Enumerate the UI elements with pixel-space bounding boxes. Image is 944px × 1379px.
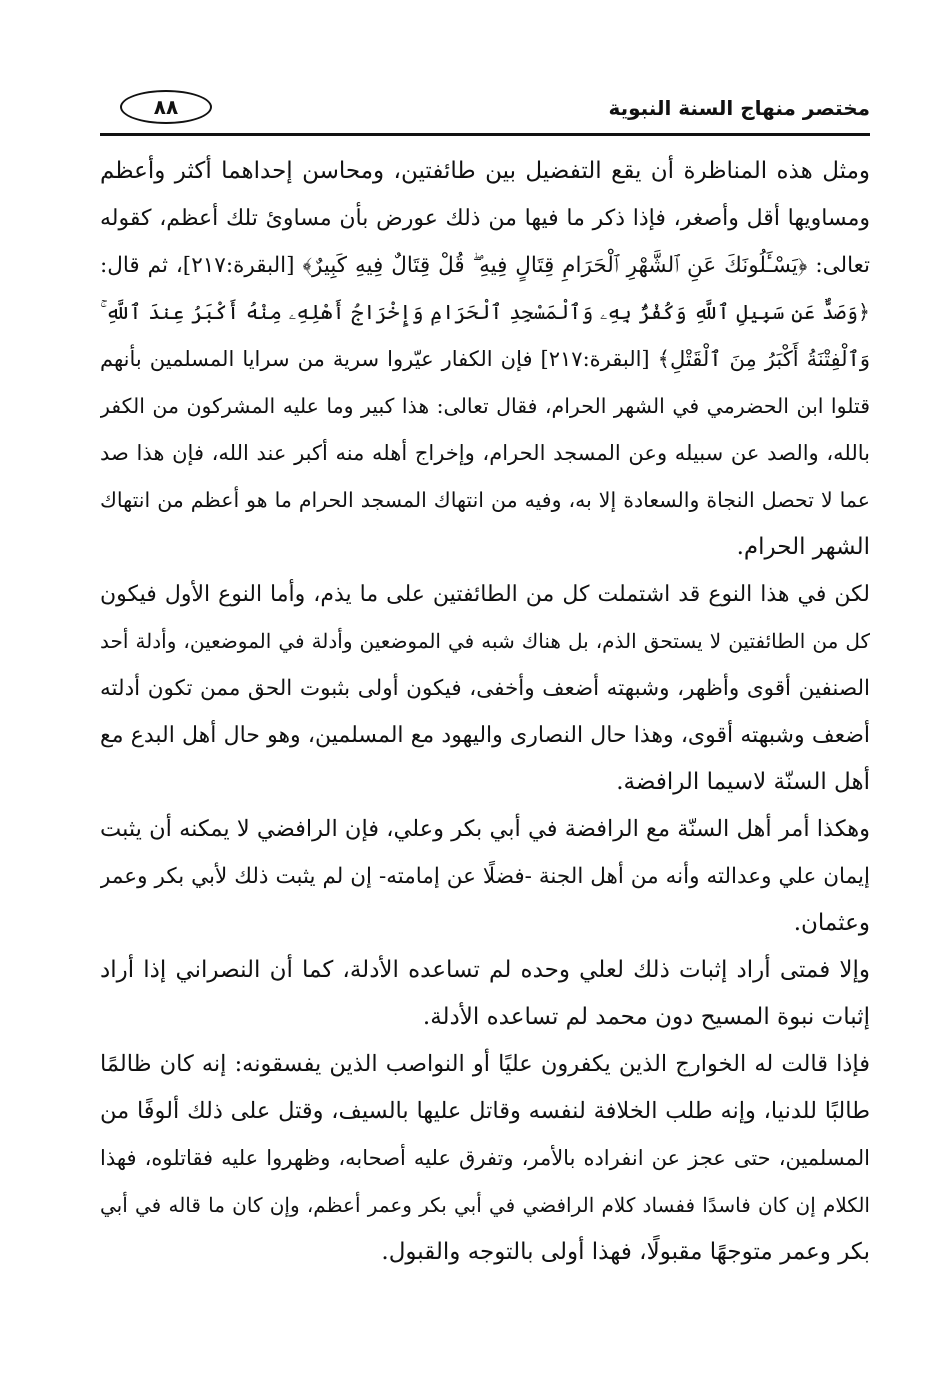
text-line: وإلا فمتى أراد إثبات ذلك لعلي وحده لم تساعده الأدلة، كما أن النصراني إذا أراد: [100, 957, 870, 983]
text-line: الكلام إن كان فاسدًا ففساد كلام الرافضي في أبي بكر وعمر أعظم، وإن كان ما قاله في أبي: [100, 1193, 870, 1217]
text-line: ومثل هذه المناظرة أن يقع التفضيل بين طائفتين، ومحاسن إحداهما أكثر وأعظم: [100, 158, 870, 184]
text-line: إثبات نبوة المسيح دون محمد لم تساعده الأدلة.: [422, 1004, 870, 1030]
text-line: تعالى: ﴿يَسْـَٔلُونَكَ عَنِ ٱلشَّهْرِ ٱلْحَرَامِ قِتَالٍ فِيهِ ۖ قُلْ قِتَالٌ فِيهِ كَبِيرٌ﴾ [البقرة:٢١٧]، ثم قال:: [100, 253, 870, 278]
paragraph-5: [100, 1041, 870, 1276]
text-line: إيمان علي وعدالته وأنه من أهل الجنة -فضلًا عن إمامته- إن لم يثبت ذلك لأبي بكر وعمر: [100, 864, 870, 889]
paragraph-1: [100, 148, 870, 571]
text-line: الشهر الحرام.: [736, 534, 870, 560]
text-line: أهل السنّة لاسيما الرافضة.: [616, 769, 870, 795]
running-title: مختصر منهاج السنة النبوية: [608, 96, 870, 120]
text-line: وَٱلْفِتْنَةُ أَكْبَرُ مِنَ ٱلْقَتْلِ﴾ [البقرة:٢١٧] فإن الكفار عيّروا سرية من سرايا المسلمين بأنهم: [100, 347, 870, 371]
header-divider: [100, 133, 870, 136]
text-line: كل من الطائفتين لا يستحق الذم، بل هناك شبه في الموضعين وأدلة في الموضعين، وأدلة أحد: [100, 629, 870, 653]
page-number-badge: [120, 90, 212, 124]
text-line: وعثمان.: [793, 910, 870, 936]
text-line: الصنفين أقوى وأظهر، وشبهته أضعف وأخفى، فيكون أولى بثبوت الحق ممن تكون أدلته: [100, 676, 870, 701]
quran-verse-line: ﴿وَصَدٌّ عَن سَبِيلِ ٱللَّهِ وَكُفْرٌۢ بِهِۦ وَٱلْمَسْجِدِ ٱلْحَرَامِ وَإِخْرَاجُ أَهْلِهِۦ مِنْهُ أَكْبَرُ عِندَ ٱللَّهِ ۚ: [100, 300, 870, 324]
paragraph-3: [100, 806, 870, 947]
page-body: [100, 148, 870, 1276]
text-line: بالله، والصد عن سبيله وعن المسجد الحرام، وإخراج أهله منه أكبر عند الله، فإن هذا صد: [100, 441, 870, 465]
text-line: أضعف وشبهته أقوى، وهذا حال النصارى واليهود مع المسلمين، وهو حال أهل البدع مع: [100, 723, 870, 748]
text-line: المسلمين، حتى عجز عن انفراده بالأمر، وتفرق عليه أصحابه، وظهروا عليه فقاتلوه، فهذا: [100, 1146, 870, 1170]
text-line: وهكذا أمر أهل السنّة مع الرافضة في أبي بكر وعلي، فإن الرافضي لا يمكنه أن يثبت: [100, 816, 870, 842]
text-line: عما لا تحصل النجاة والسعادة إلا به، وفيه من انتهاك المسجد الحرام ما هو أعظم من انتهاك: [100, 488, 870, 512]
text-line: فإذا قالت له الخوارج الذين يكفرون عليًا أو النواصب الذين يفسقونه: إنه كان ظالمًا: [100, 1051, 870, 1077]
text-line: طالبًا للدنيا، وإنه طلب الخلافة لنفسه وقاتل عليها بالسيف، وقتل على ذلك ألوفًا من: [100, 1098, 870, 1124]
text-line: بكر وعمر متوجهًا مقبولًا، فهذا أولى بالتوجه والقبول.: [381, 1239, 870, 1265]
text-line: ومساويها أقل وأصغر، فإذا ذكر ما فيها من ذلك عورض بأن مساوئ تلك أعظم، كقوله: [100, 206, 870, 231]
text-line: قتلوا ابن الحضرمي في الشهر الحرام، فقال تعالى: هذا كبير وما عليه المشركون من الكفر: [100, 394, 870, 418]
page-number: ٨٨: [153, 95, 179, 119]
page-header: [100, 90, 870, 132]
paragraph-2: [100, 571, 870, 806]
text-line: لكن في هذا النوع قد اشتملت كل من الطائفتين على ما يذم، وأما النوع الأول فيكون: [100, 582, 870, 607]
paragraph-4: [100, 947, 870, 1041]
